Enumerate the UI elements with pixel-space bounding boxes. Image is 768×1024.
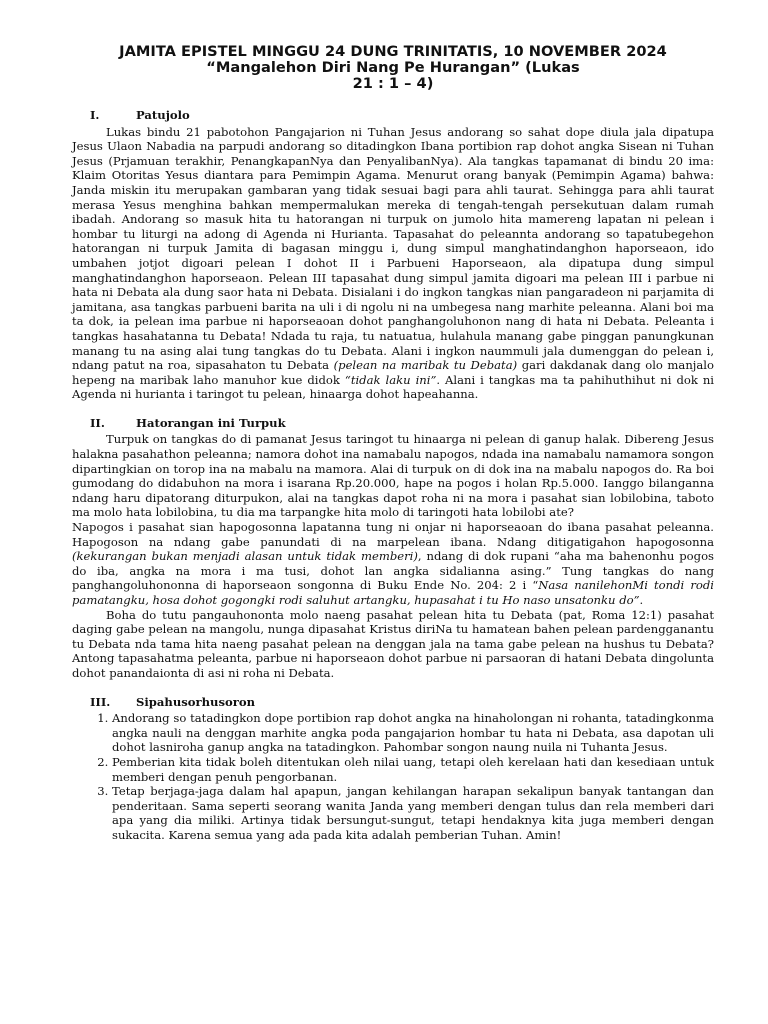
section-3-heading [72, 695, 714, 710]
emphasis-text: (pelean na maribak tu Debata) [333, 358, 518, 373]
title-line-3: 21 : 1 – 4) [352, 75, 434, 92]
list-item: 2. Pemberian kita tidak boleh ditentukan oleh nilai uang, tetapi oleh kerelaan hati dan kesediaan untuk memberi dengan penuh pengorbanan. [112, 755, 714, 784]
list-item: 3. Tetap berjaga-jaga dalam hal apapun, jangan kehilangan harapan sekalipun banyak tantangan dan penderitaan. Sama seperti seorang wanita Janda yang memberi dengan tulus dan rela memberi dari apa yang dia miliki. Artinya tidak bersungut-sungut, tetapi hendaknya kita juga memberi dengan sukacita. Karena semua yang ada pada kita adalah pemberian Tuhan. Amin! [112, 784, 714, 842]
text-run: Lukas bindu 21 pabotohon Pangajarion ni Tuhan Jesus andorang so sahat dope diula jala dipatupa Jesus Ulaon Nabadia na parpudi andorang so ditadingkon Ibana portibion rap dohot angka Sisean ni Tuhan Jesus (Prjamuan terakhir, PenangkapanNya dan PenyalibanNya). Ala tangkas tapamanat di bindu 20 ima: Klaim Otoritas Yesus diantara para Pemimpin Agama. Menurut orang banyak (Pemimpin Agama) bahwa: Janda miskin itu merupakan gambaran yang tidak sesuai bagi para ahli taurat. Sehingga para ahli taurat merasa Yesus menghina bahkan mempermalukan mereka di tengah-tengah persekutuan dalam rumah ibadah. Andorang so masuk hita tu hatorangan ni turpuk on jumolo hita mamereng lapatan ni pelean i hombar tu liturgi na adong di Agenda ni Hurianta. Tapasahat do peleannta andorang so tapatubegehon hatorangan ni turpuk Jamita di bagasan minggu i, dung simpul manghatindanghon haporseaon, ido umbahen jotjot digoari pelean I dohot II i Parbueni Haporseaon, ala dipatupa dung simpul manghatindanghon haporseaon. Pelean III tapasahat dung simpul jamita digoari ma pelean III i parbue ni hata ni Debata ala dung saor hata ni Debata. Disialani i do ingkon tangkas nian pangaradeon ni parjamita di jamitana, asa tangkas parbueni barita na uli i di ngolu ni na umbegesa nang marhite peleanna. Alani boi ma ta dok, ia pelean ima parbue ni haporseaoan dohot panghangoluhonon nang di hata ni Debata. Peleanta i tangkas hasahatanna tu Debata! Ndada tu raja, tu natuatua, hulahula manang gabe pinggan panungkunan manang tu na asing alai tung tangkas do tu Debata. Alani i ingkon naummuli jala dumenggan do pelean i, ndang patut na roa, sipasahaton tu Debata [72, 124, 714, 373]
section-2-title: Hatorangan ini Turpuk [136, 415, 286, 430]
title-line-2: “Mangalehon Diri Nang Pe Hurangan” (Lukas [206, 59, 580, 76]
text-run: gari dakdanak dang olo manjalo hepeng na maribak laho manuhor kue didok [72, 358, 714, 387]
document-page [72, 44, 714, 843]
section-1-title: Patujolo [136, 108, 190, 122]
emphasis-text: Nasa nanilehonMi tondi rodi pamatangku, hosa dohot gogongki rodi saluhut artangku, hupasahat i tu Ho naso unsatonku do” [72, 578, 714, 607]
emphasis-text: (kekurangan bukan menjadi alasan untuk tidak memberi) [72, 549, 418, 564]
text-run: Napogos i pasahat sian hapogosonna lapatanna tung ni onjar ni haporseaoan do ibana pasahat peleanna. Hapogoson na ndang gabe panundati di na marpelean ibana. Ndang ditigatigahon hapogosonna [72, 520, 714, 549]
section-2-number: II. [90, 415, 105, 430]
section-1-heading [72, 108, 714, 123]
emphasis-text: “tidak laku ini” [344, 372, 437, 387]
section-2-paragraph-3: Boha do tutu pangauhononta molo naeng pasahat pelean hita tu Debata (pat, Roma 12:1) pasahat daging gabe pelean na mangolu, nunga dipasahat Kristus diriNa tu hamatean bahen pelean pardengganantu tu Debata nda tama hita naeng pasahat pelean na denggan jala na tama gabe pelean na hushus tu Debata? Antong tapasahatma peleanta, parbue ni haporseaon dohot parbue ni parsaoran di hatani Debata dingolunta dohot panandaionta di asi ni roha ni Debata. [72, 607, 714, 680]
text-run: , ndang di dok rupani “aha ma bahenonhu pogos do iba, angka na mora i ma tusi, dohot lan angka sidalianna asing.” Tung tangkas do nang panghangoluhononna di haporseaon songonna di Buku Ende No. 204: 2 i “ [72, 549, 714, 593]
title-line-1: JAMITA EPISTEL MINGGU 24 DUNG TRINITATIS, 10 NOVEMBER 2024 [119, 43, 667, 60]
section-2-heading [72, 416, 714, 431]
text-run: . Alani i tangkas ma ta pahihuthihut ni dok ni Agenda ni hurianta i taringot tu pelean, hinaarga dohot hapeahanna. [72, 372, 714, 402]
document-title [72, 44, 714, 92]
section-2-paragraph-2 [72, 520, 714, 608]
section-3-title: Sipahusorhusoron [136, 694, 256, 709]
section-3-number: III. [90, 694, 111, 709]
section-2-paragraph-1: Turpuk on tangkas do di pamanat Jesus taringot tu hinaarga ni pelean di ganup halak. Dibereng Jesus halakna pasahathon peleanna; namora dohot ina namabalu napogos, ndada ina namabalu namamora songon dipartingkian on torop ina na mabalu na mamora. Alai di turpuk on di dok ina na mabalu napogos do. Ra boi gumodang do didabuhon na mora i isarana Rp.20.000, hape na pogos i holan Rp.5.000. Ianggo bilanganna ndang haru dipatorang diturpukon, alai na tangkas dapot roha ni na mora i pasahat sian lobilobina, taboto ma molo hata lobilobina, tu dia ma tarpangke hita molo di taringoti hata lobilobi ate? [72, 432, 714, 520]
recommendation-list [72, 711, 714, 842]
text-run: . [639, 593, 644, 607]
list-item: 1. Andorang so tatadingkon dope portibion rap dohot angka na hinaholongan ni rohanta, tatadingkonma angka nauli na denggan marhite angka poda pangajarion hombar tu hata ni Debata, asa dapotan uli dohot lasniroha ganup angka na tatadingkon. Pahombar songon naung nuila ni Tuhanta Jesus. [112, 711, 714, 755]
section-1-number: I. [90, 108, 100, 122]
section-1-paragraph [72, 125, 714, 402]
